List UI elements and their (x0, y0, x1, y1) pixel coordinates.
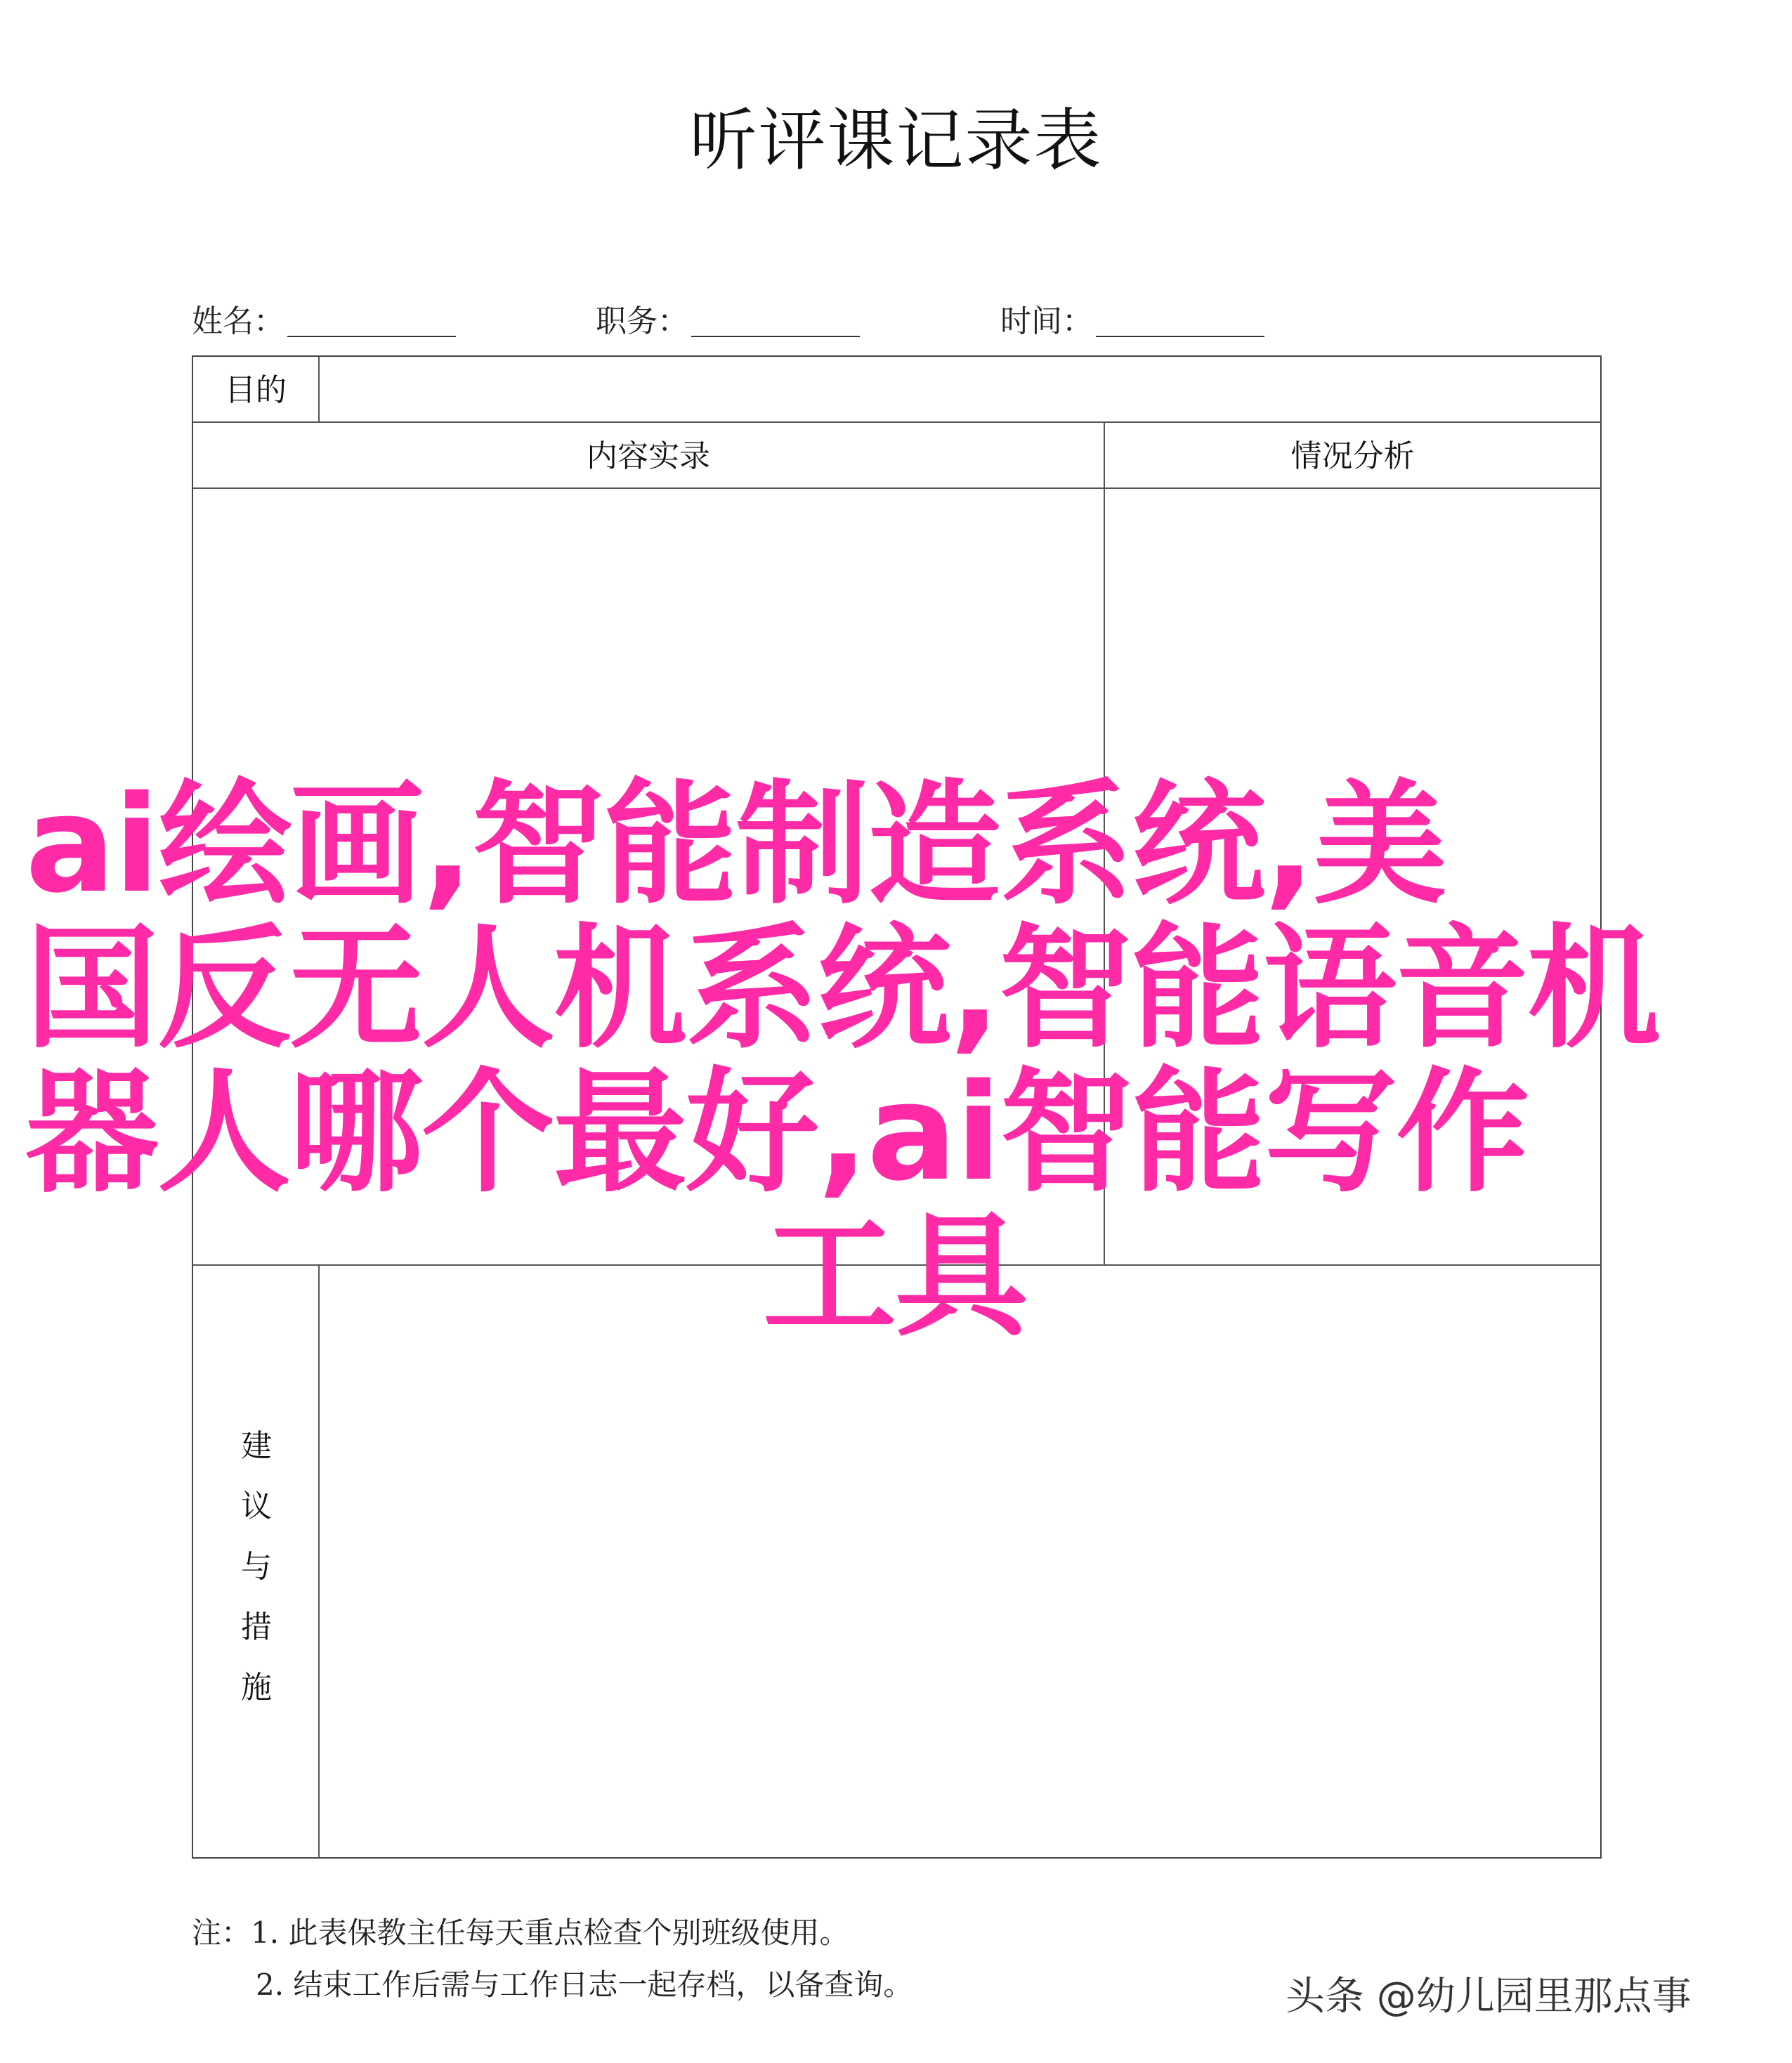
purpose-label: 目的 (225, 372, 287, 408)
position-label: 职务： (596, 303, 688, 339)
suggestions-label (193, 1416, 320, 1718)
name-label: 姓名： (192, 303, 285, 339)
overlay-line-2: 国反无人机系统,智能语音机 (25, 911, 1660, 1066)
note-prefix: 注： (192, 1915, 251, 1950)
purpose-input[interactable] (320, 357, 1598, 421)
suggestions-char: 建 (241, 1428, 272, 1464)
overlay-line-1: ai绘画,智能制造系统,美 (25, 767, 1446, 922)
suggestions-char: 施 (241, 1670, 272, 1705)
suggestions-char: 议 (241, 1488, 272, 1524)
row-divider-purpose (193, 421, 1600, 423)
note-line-1 (192, 1912, 849, 1954)
note-line-2 (256, 1964, 913, 2006)
content-header: 内容实录 (587, 438, 710, 474)
time-field[interactable] (1000, 294, 1264, 343)
page-title: 听评课记录表 (689, 101, 1103, 180)
overlay-line-4: 工具 (763, 1199, 1028, 1354)
overlay-line-3: 器人哪个最好,ai智能写作 (25, 1055, 1529, 1210)
suggestions-char: 与 (241, 1549, 272, 1585)
suggestions-char: 措 (241, 1609, 272, 1645)
name-blank-line (287, 334, 456, 337)
overlay-headline (25, 767, 1711, 1354)
position-blank-line (691, 334, 860, 337)
time-label: 时间： (1000, 303, 1093, 339)
note-text-2: 2. 结束工作后需与工作日志一起存档，以备查询。 (256, 1967, 913, 2002)
suggestions-input[interactable] (320, 1266, 1598, 1857)
note-text-1: 1. 此表保教主任每天重点检查个别班级使用。 (251, 1915, 849, 1950)
time-blank-line (1096, 334, 1264, 337)
watermark: 头条 @幼儿园里那点事 (1286, 1974, 1692, 2019)
position-field[interactable] (596, 294, 860, 343)
name-field[interactable] (192, 294, 456, 343)
analysis-header: 情况分析 (1290, 438, 1415, 474)
